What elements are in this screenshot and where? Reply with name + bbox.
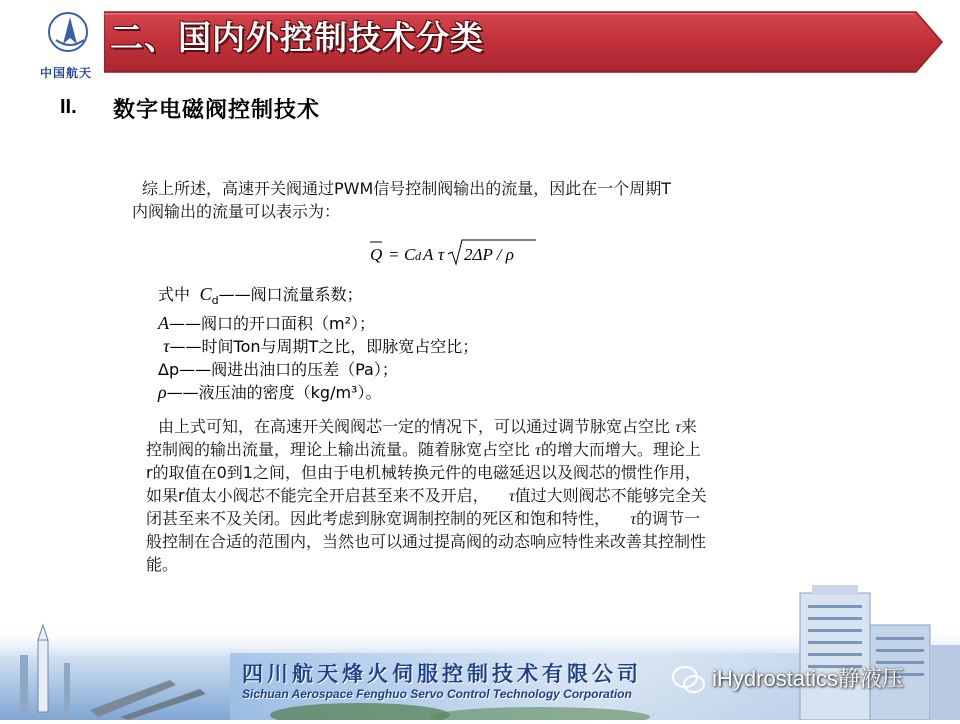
svg-text:Q: Q xyxy=(370,245,383,264)
company-name-cn: 四川航天烽火伺服控制技术有限公司 xyxy=(242,662,642,686)
watermark xyxy=(672,662,904,695)
conclusion-line-1: 由上式可知，在高速开关阀阀芯一定的情况下，可以通过调节脉宽占空比 τ来 xyxy=(158,417,697,436)
casc-emblem-icon xyxy=(48,12,88,52)
conclusion-line-6: 般控制在合适的范围内，当然也可以通过提高阀的动态响应特性来改善其控制性 xyxy=(146,532,707,551)
flow-formula xyxy=(368,236,538,270)
conclusion-line-5: 闭甚至来不及关闭。因此考虑到脉宽调制控制的死区和饱和特性， τ的调节一 xyxy=(146,509,701,528)
conclusion-line-7: 能。 xyxy=(146,555,179,574)
svg-text:=: = xyxy=(388,245,400,264)
company-name-en: Sichuan Aerospace Fenghuo Servo Control Technology Corporation xyxy=(242,687,632,701)
watermark-text: iHydrostatics静液压 xyxy=(712,666,905,691)
definition-prefix: 式中 xyxy=(158,285,191,304)
casc-logo xyxy=(28,6,114,86)
logo-text: 中国航天 xyxy=(40,66,93,80)
section-title: 数字电磁阀控制技术 xyxy=(113,98,321,123)
svg-text:d: d xyxy=(415,249,421,263)
symbol-definitions xyxy=(158,283,478,404)
formula-graphic xyxy=(368,236,538,270)
wechat-icon xyxy=(672,665,706,695)
definition-cd: 式中 $C_d——$阀口流量系数； xyxy=(158,284,363,308)
intro-line-2: 内阀输出的流量可以表示为： xyxy=(132,202,341,221)
svg-text:τ: τ xyxy=(438,245,445,264)
definition-tau: τ——时间Ton与周期T之比，即脉宽占空比； xyxy=(163,336,479,357)
definition-rho: ρ——液压油的密度（kg/m³）。 xyxy=(158,382,382,403)
definition-dp: Δp——阀进出油口的压差（Pa）； xyxy=(158,360,398,380)
svg-text:C: C xyxy=(404,245,416,264)
slide-title: 二、国内外控制技术分类 xyxy=(110,18,484,57)
conclusion-line-2: 控制阀的输出流量，理论上输出流量。随着脉宽占空比 τ的增大而增大。理论上 xyxy=(146,440,701,459)
conclusion-line-3: r的取值在0到1之间，但由于电机械转换元件的电磁延迟以及阀芯的惯性作用， xyxy=(146,463,701,482)
intro-line-1: 综上所述，高速开关阀通过PWM信号控制阀输出的流量，因此在一个周期T xyxy=(142,179,672,198)
definition-a: A——阀口的开口面积（m²）； xyxy=(158,313,376,334)
conclusion-line-4: 如果r值太小阀芯不能完全开启甚至来不及开启， τ值过大则阀芯不能够完全关 xyxy=(146,486,707,505)
section-number: II. xyxy=(60,96,77,118)
svg-text:2ΔP / ρ: 2ΔP / ρ xyxy=(464,245,514,264)
svg-text:A: A xyxy=(423,245,434,264)
